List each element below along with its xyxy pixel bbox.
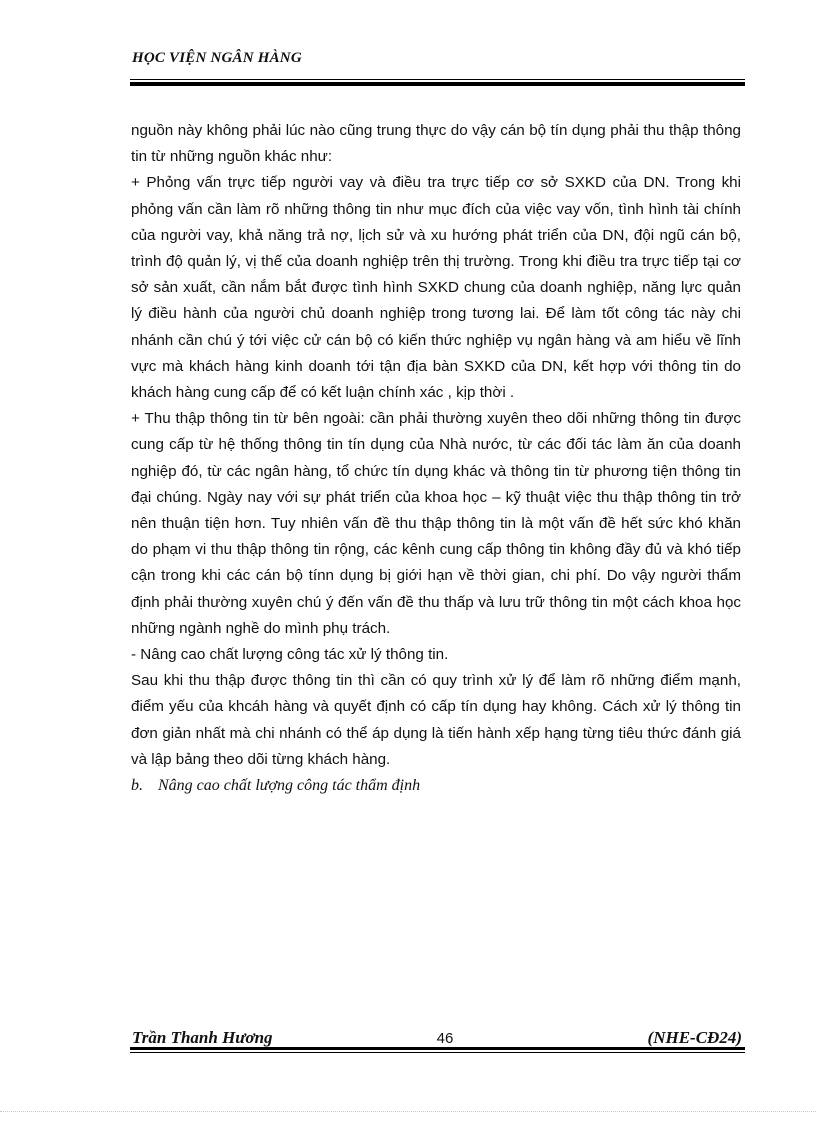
paragraph: + Thu thập thông tin từ bên ngoài: cần phải thường xuyên theo dõi những thông tin được cung cấp từ hệ thống thông tin tín dụng của Nhà nước, từ các đối tác làm ăn của doanh nghiệp đó, từ các ngân hàng, tổ chức tín dụng khác và thông tin từ phương tiện thông tin đại chúng. Ngày nay với sự phát triển của khoa học – kỹ thuật việc thu thập thông tin trở nên thuận tiện hơn. Tuy nhiên vấn đề thu thập thông tin là một vấn đề hết sức khó khăn do phạm vi thu thập thông tin rộng, các kênh cung cấp thông tin không đầy đủ và khó tiếp cận trong khi các cán bộ tínn dụng bị giới hạn về thời gian, chi phí. Do vậy người thẩm định phải thường xuyên chú ý đến vấn đề thu thấp và lưu trữ thông tin một cách khoa học những ngành nghề do mình phụ trách. [131, 410, 741, 637]
footer-code: (NHE-CĐ24) [647, 1028, 742, 1047]
section-subheading [131, 773, 741, 799]
header-rule-thick [130, 82, 745, 86]
paragraph: - Nâng cao chất lượng công tác xử lý thông tin. [131, 646, 449, 664]
paragraph: Sau khi thu thập được thông tin thì cần có quy trình xử lý để làm rõ những điểm mạnh, điểm yếu của khcáh hàng và quyết định có cấp tín dụng hay không. Cách xử lý thông tin đơn giản nhất mà chi nhánh có thể áp dụng là tiến hành xếp hạng từng tiêu thức đánh giá và lập bảng theo dõi từng khách hàng. [131, 672, 741, 768]
footer-rule-thin [130, 1052, 745, 1053]
document-body [131, 118, 741, 799]
page-number: 46 [436, 1030, 454, 1047]
footer-author: Trần Thanh Hương [132, 1028, 273, 1047]
paragraph: + Phỏng vấn trực tiếp người vay và điều tra trực tiếp cơ sở SXKD của DN. Trong khi phỏng vấn cần làm rõ những thông tin như mục đích của việc vay vốn, tình hình tài chính của người vay, khả năng trả nợ, lịch sử và xu hướng phát triển của DN, đội ngũ cán bộ, trình độ quản lý, vị thế của doanh nghiệp trên thị trường. Trong khi điều tra trực tiếp tại cơ sở sản xuất, cần nắm bắt được tình hình SXKD chung của doanh nghiệp, năng lực quản lý điều hành của người chủ doanh nghiệp trong tương lai. Để làm tốt công tác này chi nhánh cần chú ý tới việc cử cán bộ có kiến thức nghiệp vụ ngân hàng và am hiểu về lĩnh vực mà khách hàng kinh doanh tới tận địa bàn SXKD của DN, kết hợp với thông tin do khách hàng cung cấp để có kết luận chính xác , kịp thời . [131, 174, 741, 402]
subheading-text: Nâng cao chất lượng công tác thẩm định [158, 777, 421, 795]
header-rule-thin [130, 79, 745, 80]
subheading-label: b. [131, 777, 143, 795]
footer-rule-thick [130, 1047, 745, 1050]
page-bottom-edge [0, 1111, 816, 1112]
page-header-title: HỌC VIỆN NGÂN HÀNG [132, 50, 302, 66]
paragraph: nguồn này không phải lúc nào cũng trung thực do vậy cán bộ tín dụng phải thu thập thông tin từ những nguồn khác như: [131, 122, 741, 166]
